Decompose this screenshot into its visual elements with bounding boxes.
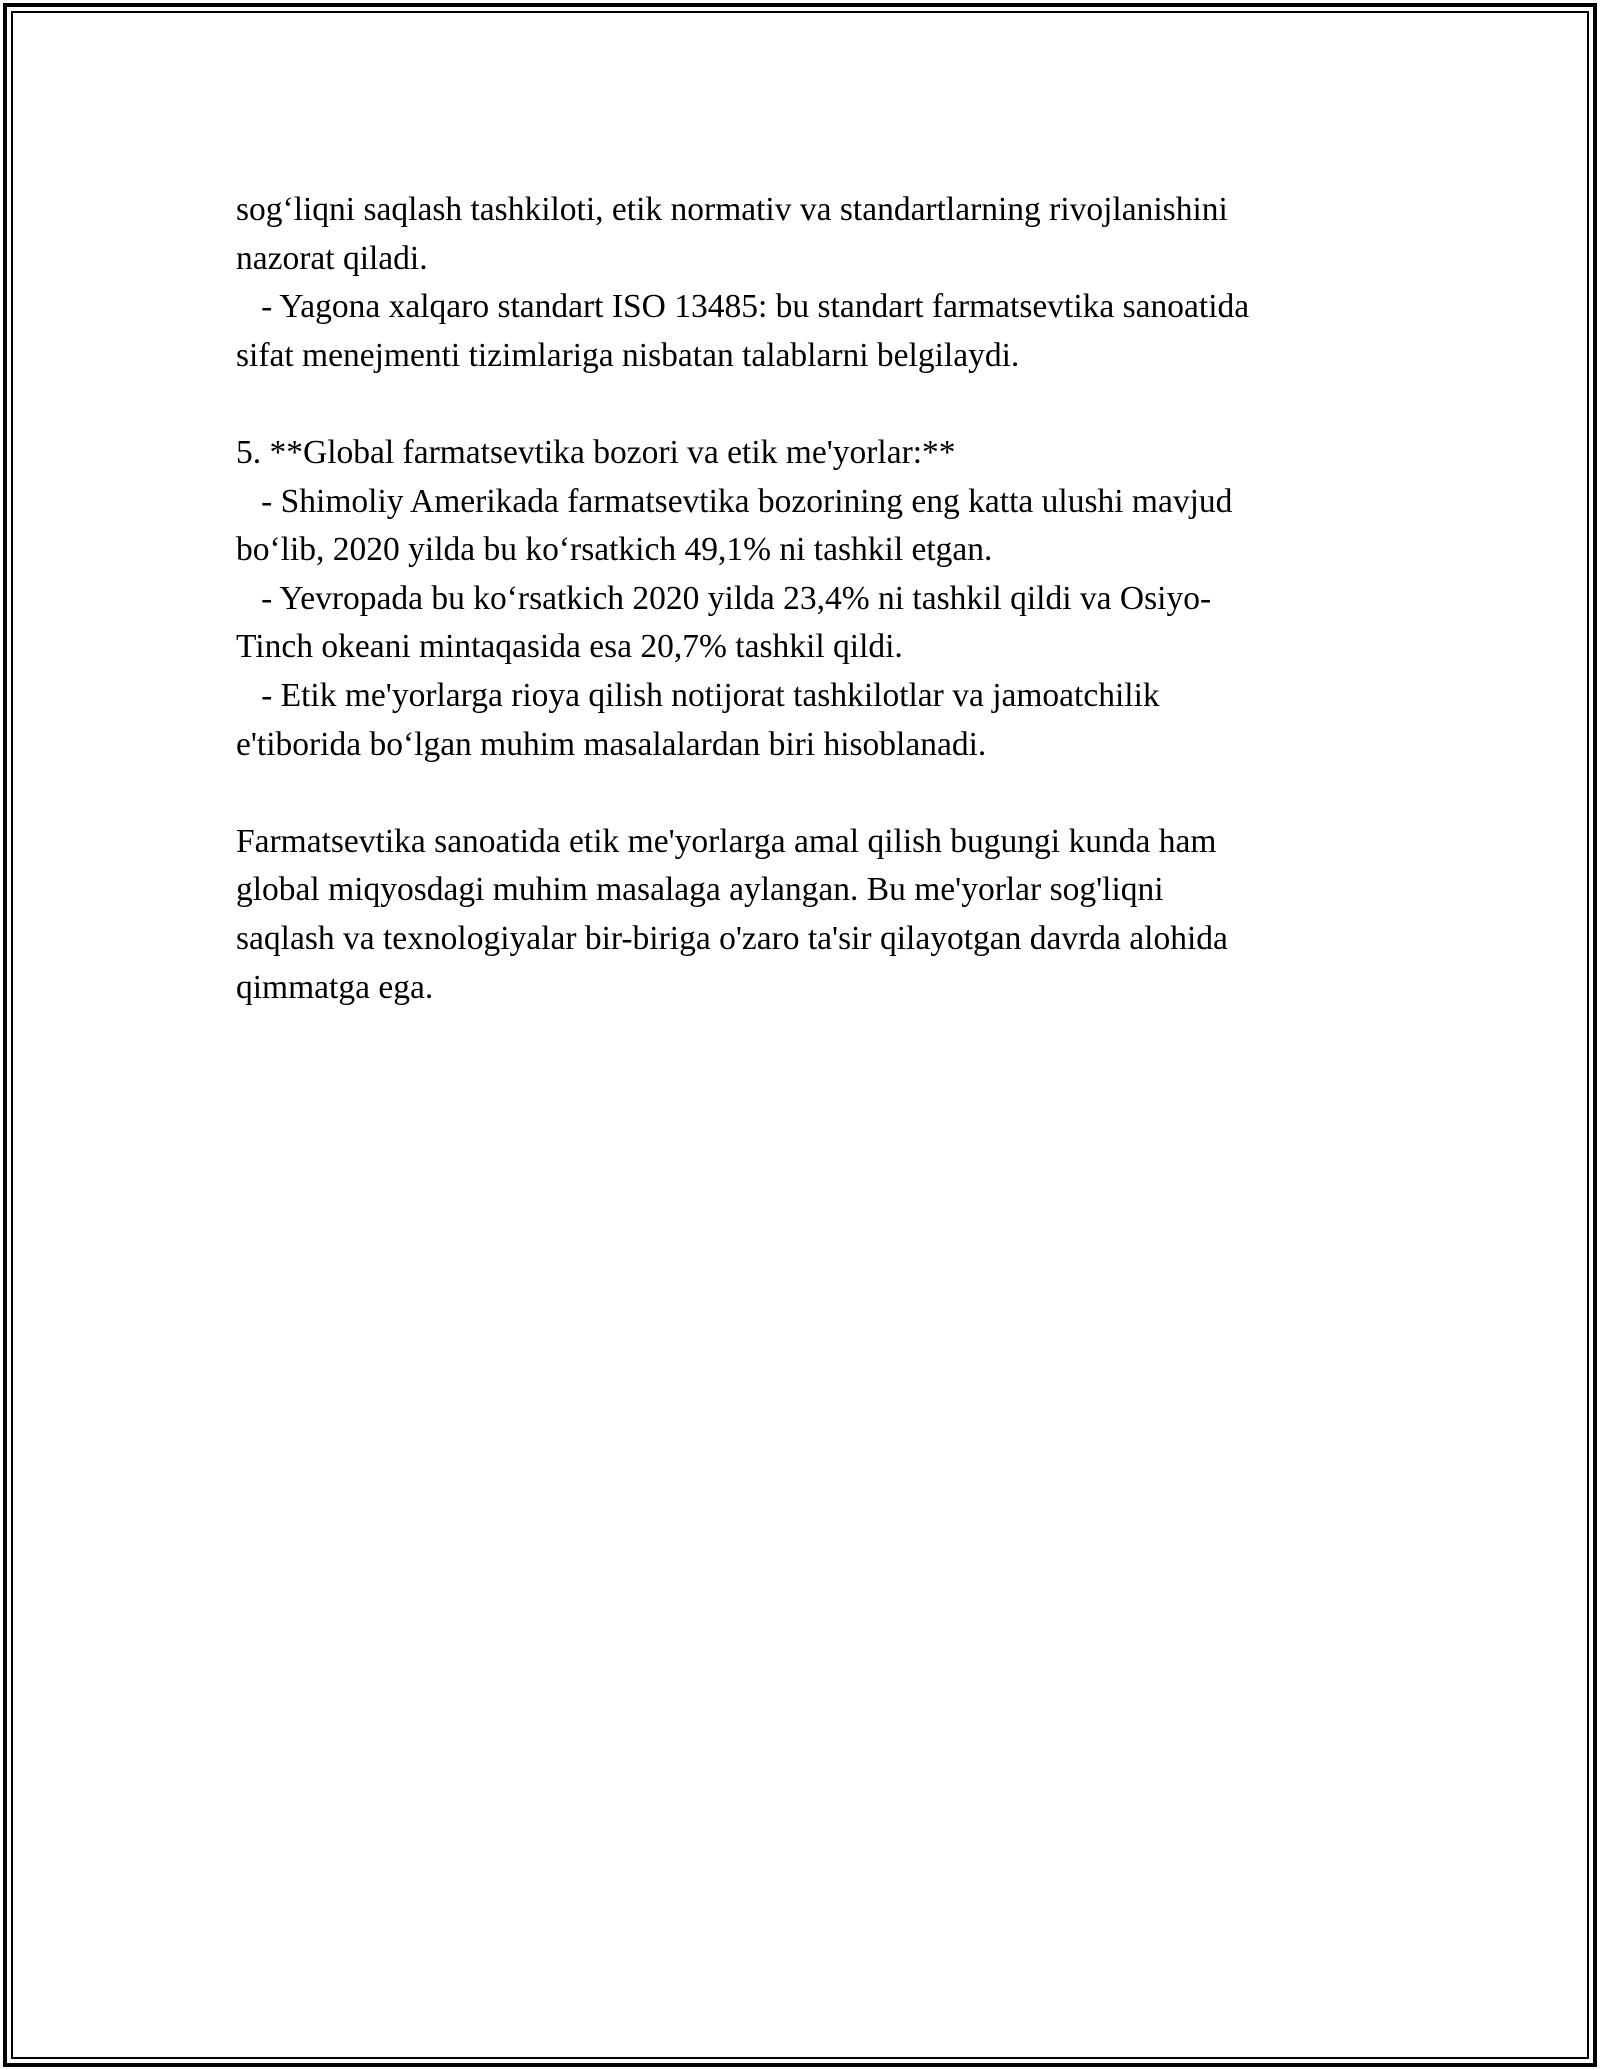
- text-line: - Shimoliy Amerikada farmatsevtika bozorining eng katta ulushi mavjud: [236, 482, 1233, 520]
- text-line: nazorat qiladi.: [236, 239, 428, 277]
- text-line: sifat menejmenti tizimlariga nisbatan talablarni belgilaydi.: [236, 336, 1020, 374]
- text-line: Tinch okeani mintaqasida esa 20,7% tashkil qildi.: [236, 628, 903, 666]
- section-heading: 5. **Global farmatsevtika bozori va etik me'yorlar:**: [236, 433, 956, 471]
- text-line: - Yagona xalqaro standart ISO 13485: bu standart farmatsevtika sanoatida: [236, 288, 1250, 326]
- text-line: bo‘lib, 2020 yilda bu ko‘rsatkich 49,1% ni tashkil etgan.: [236, 531, 993, 569]
- text-line: qimmatga ega.: [236, 968, 434, 1006]
- blank-line: [236, 380, 1406, 429]
- text-line: global miqyosdagi muhim masalaga aylangan. Bu me'yorlar sog'liqni: [236, 871, 1164, 909]
- text-line: e'tiborida bo‘lgan muhim masalalardan biri hisoblanadi.: [236, 725, 987, 763]
- document-body: [236, 186, 1406, 1012]
- text-line: - Etik me'yorlarga rioya qilish notijorat tashkilotlar va jamoatchilik: [236, 676, 1160, 714]
- blank-line: [236, 769, 1406, 818]
- text-line: - Yevropada bu ko‘rsatkich 2020 yilda 23,4% ni tashkil qildi va Osiyo-: [236, 579, 1212, 617]
- text-line: saqlash va texnologiyalar bir-biriga o'zaro ta'sir qilayotgan davrda alohida: [236, 919, 1228, 957]
- text-line: sog‘liqni saqlash tashkiloti, etik normativ va standartlarning rivojlanishini: [236, 191, 1228, 228]
- text-line: Farmatsevtika sanoatida etik me'yorlarga amal qilish bugungi kunda ham: [236, 822, 1217, 860]
